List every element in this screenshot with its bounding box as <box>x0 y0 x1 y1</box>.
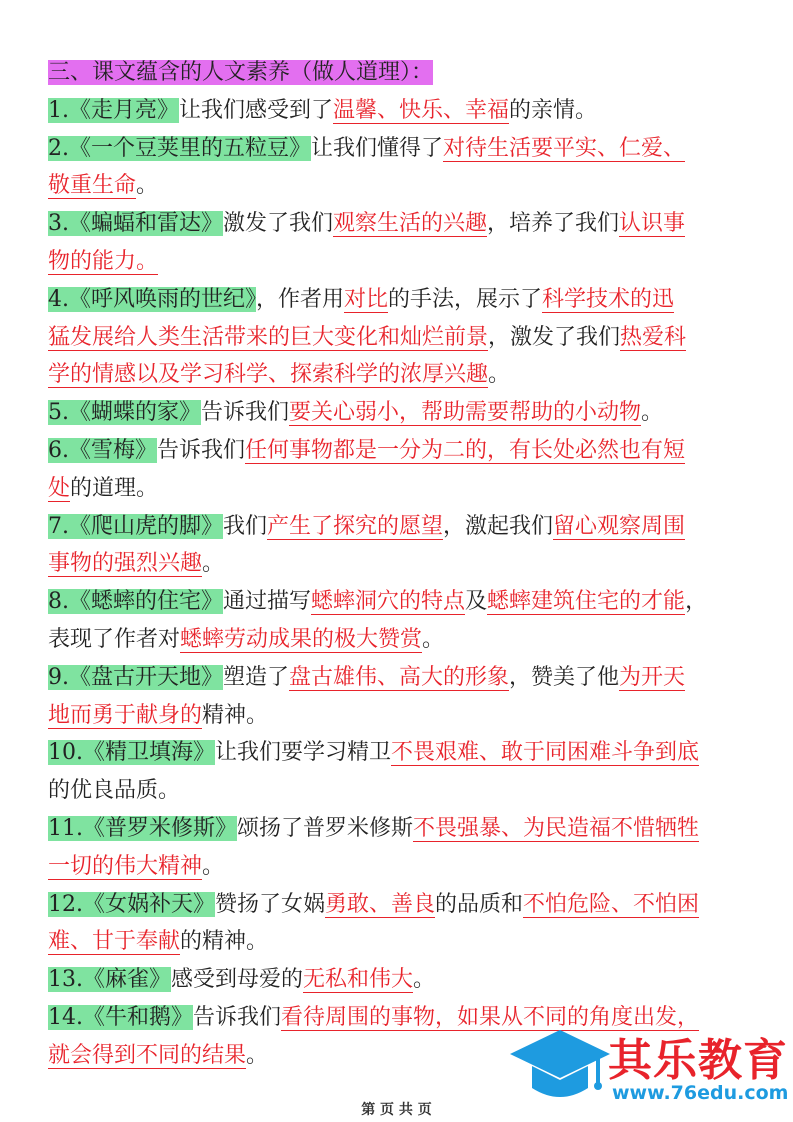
document-body <box>48 54 748 1075</box>
lesson-title-highlight: 14.《牛和鹅》 <box>48 1004 193 1030</box>
key-point-text: 蟋蟀建筑住宅的才能 <box>487 589 686 615</box>
key-point-text: 温馨、快乐、幸福 <box>333 97 510 123</box>
text-line <box>48 961 748 999</box>
plain-text: 颂扬了普罗米修斯 <box>237 815 414 841</box>
lesson-title-highlight: 3.《蝙蝠和雷达》 <box>48 211 223 237</box>
plain-text: 。 <box>488 362 511 388</box>
key-point-text: 不畏强暴、为民造福不惜牺牲 <box>413 815 700 841</box>
text-line <box>48 394 748 432</box>
text-line <box>48 772 748 810</box>
text-line <box>48 281 748 319</box>
lesson-title-highlight: 11.《普罗米修斯》 <box>48 815 237 841</box>
key-point-text: 无私和伟大 <box>303 967 414 993</box>
key-point-text: 要关心弱小，帮助需要帮助的小动物 <box>289 400 642 426</box>
lesson-title-highlight: 12.《女娲补天》 <box>48 891 215 917</box>
text-line <box>48 508 748 546</box>
key-point-text: 学的情感以及学习科学、探索科学的浓厚兴趣 <box>48 362 489 388</box>
text-line <box>48 810 748 848</box>
plain-text: 激发了我们 <box>223 211 334 237</box>
text-line <box>48 848 748 886</box>
plain-text: ，培养了我们 <box>487 211 620 237</box>
key-point-text: 为开天 <box>619 664 686 690</box>
lesson-title-highlight: 5.《蝴蝶的家》 <box>48 400 201 426</box>
lesson-title-highlight: 1.《走月亮》 <box>48 97 179 123</box>
key-point-text: 留心观察周围 <box>553 513 686 539</box>
key-point-text: 就会得到不同的结果 <box>48 1042 247 1068</box>
text-line <box>48 659 748 697</box>
plain-text: ，作者用 <box>256 286 345 312</box>
key-point-text: 地而勇于献身的 <box>48 702 203 728</box>
plain-text: 让我们懂得了 <box>311 135 444 161</box>
plain-text: 。 <box>202 853 225 879</box>
key-point-text: 难、甘于奉献 <box>48 929 181 955</box>
plain-text: 表现了作者对 <box>48 626 181 652</box>
plain-text: ，赞美了他 <box>509 664 620 690</box>
text-line <box>48 92 748 130</box>
lesson-lines <box>48 92 748 1075</box>
key-point-text: 热爱科 <box>620 324 687 350</box>
key-point-text: 认识事 <box>619 211 686 237</box>
key-point-text: 勇敢、善良 <box>325 891 436 917</box>
lesson-title-highlight: 4.《呼风唤雨的世纪》 <box>48 286 256 312</box>
lesson-title-highlight: 8.《蟋蟀的住宅》 <box>48 589 223 615</box>
plain-text: 。 <box>202 551 225 577</box>
text-line <box>48 243 748 281</box>
plain-text: 告诉我们 <box>157 437 246 463</box>
text-line <box>48 923 748 961</box>
plain-text: 告诉我们 <box>193 1004 282 1030</box>
plain-text: 的道理。 <box>70 475 159 501</box>
key-point-text: 事物的强烈兴趣 <box>48 551 203 577</box>
plain-text: 的优良品质。 <box>48 778 181 804</box>
key-point-text: 物的能力。 <box>48 248 159 274</box>
plain-text: 及 <box>465 589 488 615</box>
lesson-title-highlight: 10.《精卫填海》 <box>48 740 215 766</box>
plain-text: 精神。 <box>202 702 269 728</box>
key-point-text: 看待周围的事物，如果从不同的角度出发， <box>281 1004 700 1030</box>
key-point-text: 对比 <box>344 286 389 312</box>
lesson-title-highlight: 7.《爬山虎的脚》 <box>48 513 223 539</box>
text-line <box>48 319 748 357</box>
plain-text: 的品质和 <box>435 891 524 917</box>
plain-text: 感受到母爱的 <box>171 967 304 993</box>
key-point-text: 产生了探究的愿望 <box>267 513 444 539</box>
plain-text: ， <box>685 589 708 615</box>
text-line <box>48 697 748 735</box>
text-line <box>48 734 748 772</box>
plain-text: 的手法，展示了 <box>388 286 543 312</box>
key-point-text: 盘古雄伟、高大的形象 <box>289 664 510 690</box>
plain-text: 告诉我们 <box>201 400 290 426</box>
plain-text: ，激起我们 <box>443 513 554 539</box>
plain-text: 。 <box>246 1042 269 1068</box>
key-point-text: 观察生活的兴趣 <box>333 211 488 237</box>
key-point-text: 处 <box>48 475 71 501</box>
text-line <box>48 432 748 470</box>
plain-text: 塑造了 <box>223 664 290 690</box>
brand-name: 其乐教育 <box>608 1035 788 1086</box>
text-line <box>48 130 748 168</box>
text-line <box>48 470 748 508</box>
brand-url: www.76edu.com <box>612 1082 789 1104</box>
text-line <box>48 583 748 621</box>
key-point-text: 科学技术的迅 <box>542 286 675 312</box>
lesson-title-highlight: 6.《雪梅》 <box>48 437 157 463</box>
plain-text: 。 <box>136 173 159 199</box>
lesson-title-highlight: 2.《一个豆荚里的五粒豆》 <box>48 135 311 161</box>
plain-text: 让我们感受到了 <box>179 97 334 123</box>
section-heading <box>48 54 748 92</box>
key-point-text: 一切的伟大精神 <box>48 853 203 879</box>
key-point-text: 不怕危险、不怕困 <box>523 891 700 917</box>
plain-text: 让我们要学习精卫 <box>215 740 392 766</box>
key-point-text: 蟋蟀洞穴的特点 <box>311 589 466 615</box>
text-line <box>48 356 748 394</box>
key-point-text: 蟋蟀劳动成果的极大赞赏 <box>180 626 423 652</box>
plain-text: 的亲情。 <box>509 97 598 123</box>
key-point-text: 猛发展给人类生活带来的巨大变化和灿烂前景 <box>48 324 489 350</box>
key-point-text: 敬重生命 <box>48 173 137 199</box>
lesson-title-highlight: 9.《盘古开天地》 <box>48 664 223 690</box>
plain-text: ，激发了我们 <box>488 324 621 350</box>
text-line <box>48 886 748 924</box>
key-point-text: 不畏艰难、敢于同困难斗争到底 <box>391 740 700 766</box>
lesson-title-highlight: 13.《麻雀》 <box>48 967 171 993</box>
page-footer: 第 页 共 页 <box>361 1102 432 1118</box>
text-line <box>48 205 748 243</box>
plain-text: 我们 <box>223 513 268 539</box>
key-point-text: 任何事物都是一分为二的，有长处必然也有短 <box>245 437 686 463</box>
plain-text: 。 <box>422 626 445 652</box>
plain-text: 。 <box>413 967 436 993</box>
text-line <box>48 621 748 659</box>
key-point-text: 对待生活要平实、仁爱、 <box>443 135 686 161</box>
text-line <box>48 167 748 205</box>
heading-highlight: 三、课文蕴含的人文素养（做人道理）： <box>48 60 434 85</box>
plain-text: 的精神。 <box>180 929 269 955</box>
text-line <box>48 545 748 583</box>
plain-text: 赞扬了女娲 <box>215 891 326 917</box>
plain-text: 。 <box>641 400 664 426</box>
plain-text: 通过描写 <box>223 589 312 615</box>
